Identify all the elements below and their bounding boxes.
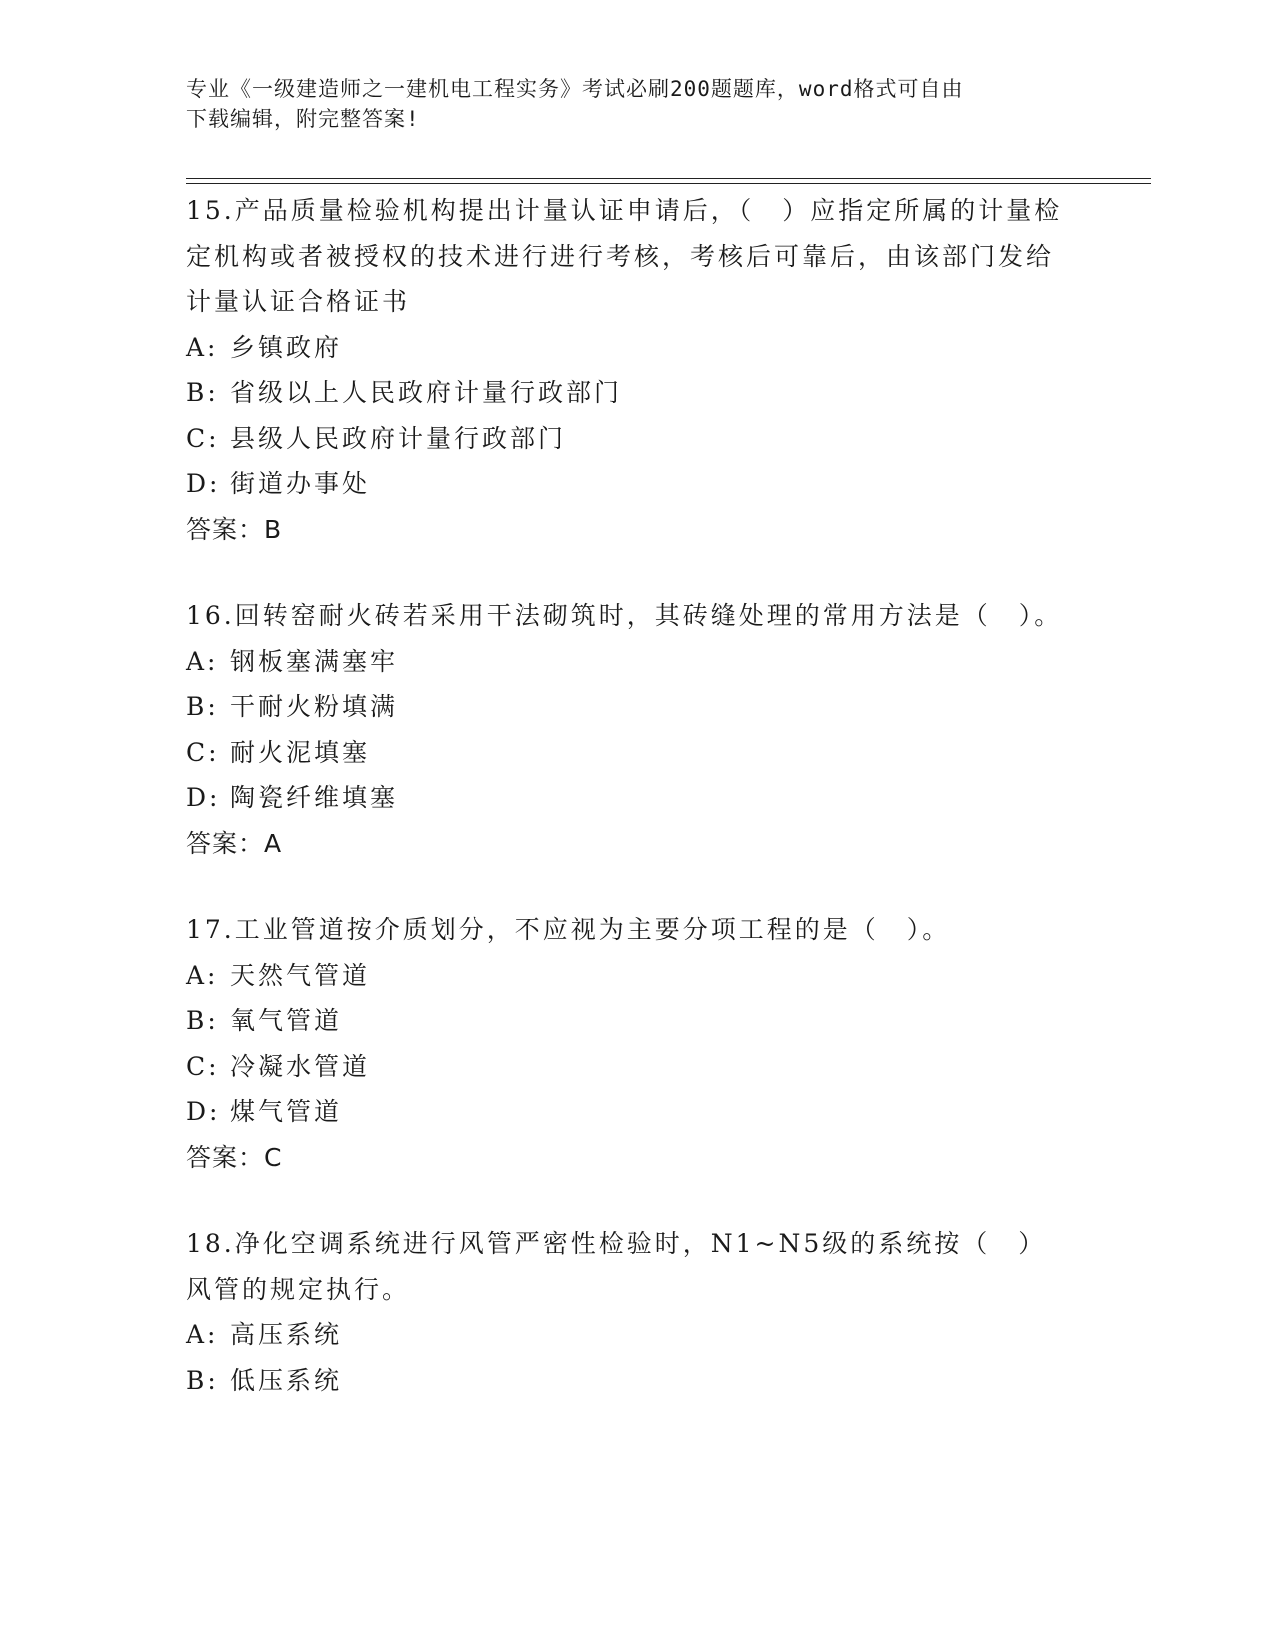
option-text: 耐火泥填塞 xyxy=(230,737,371,767)
question-text: 16.回转窑耐火砖若采用干法砌筑时，其砖缝处理的常用方法是（ ）。 xyxy=(186,601,1063,630)
option-a xyxy=(186,325,1066,371)
question-list xyxy=(186,188,1066,1444)
option-letter: A: xyxy=(186,960,219,990)
answer: 答案：C xyxy=(186,1142,283,1172)
option-letter: D: xyxy=(186,469,221,498)
option-text: 煤气管道 xyxy=(230,1097,343,1126)
option-letter: B: xyxy=(186,378,219,407)
header-rule-bottom xyxy=(186,183,1151,184)
question-text: 17.工业管道按介质划分，不应视为主要分项工程的是（ ）。 xyxy=(186,915,951,944)
option-letter: A: xyxy=(186,332,219,362)
option-b xyxy=(186,998,1066,1044)
intro-line-2: 下载编辑，附完整答案! xyxy=(186,107,420,131)
question-text: 15.产品质量检验机构提出计量认证申请后，（ ）应指定所属的计量检定机构或者被授权的技术进行进行考核，考核后可靠后，由该部门发给计量认证合格证书 xyxy=(186,196,1063,316)
option-letter: B: xyxy=(186,1365,219,1395)
option-a xyxy=(186,1312,1066,1358)
option-text: 天然气管道 xyxy=(230,960,371,990)
option-letter: B: xyxy=(186,692,219,721)
option-c xyxy=(186,1044,1066,1090)
option-letter: C: xyxy=(186,423,220,453)
option-text: 低压系统 xyxy=(230,1365,343,1395)
option-letter: A: xyxy=(186,646,219,676)
option-letter: C: xyxy=(186,737,220,767)
option-b xyxy=(186,684,1066,730)
document-intro xyxy=(186,74,1066,134)
option-c xyxy=(186,416,1066,462)
answer: 答案：A xyxy=(186,828,283,858)
option-text: 陶瓷纤维填塞 xyxy=(230,783,399,812)
question-15 xyxy=(186,188,1066,552)
question-text: 18.净化空调系统进行风管严密性检验时，N1~N5级的系统按（ ）风管的规定执行。 xyxy=(186,1229,1047,1304)
option-text: 干耐火粉填满 xyxy=(230,692,399,721)
option-letter: D: xyxy=(186,1097,221,1126)
option-text: 乡镇政府 xyxy=(230,332,343,362)
question-17 xyxy=(186,907,1066,1180)
option-letter: A: xyxy=(186,1320,219,1349)
answer: 答案：B xyxy=(186,514,283,544)
option-letter: B: xyxy=(186,1006,219,1035)
question-18 xyxy=(186,1221,1066,1403)
option-b xyxy=(186,1358,1066,1404)
option-d xyxy=(186,1089,1066,1135)
intro-line-1: 专业《一级建造师之一建机电工程实务》考试必刷200题题库，word格式可自由 xyxy=(186,77,964,101)
option-text: 冷凝水管道 xyxy=(230,1051,371,1081)
option-text: 高压系统 xyxy=(230,1320,343,1349)
option-a xyxy=(186,639,1066,685)
header-rule-top xyxy=(186,178,1151,179)
option-a xyxy=(186,953,1066,999)
option-letter: C: xyxy=(186,1051,220,1081)
option-text: 县级人民政府计量行政部门 xyxy=(230,423,567,453)
option-d xyxy=(186,775,1066,821)
question-16 xyxy=(186,593,1066,866)
option-text: 钢板塞满塞牢 xyxy=(230,646,399,676)
option-text: 街道办事处 xyxy=(230,469,371,498)
option-text: 省级以上人民政府计量行政部门 xyxy=(230,378,623,407)
option-text: 氧气管道 xyxy=(230,1006,343,1035)
option-letter: D: xyxy=(186,783,221,812)
option-d xyxy=(186,461,1066,507)
option-b xyxy=(186,370,1066,416)
option-c xyxy=(186,730,1066,776)
